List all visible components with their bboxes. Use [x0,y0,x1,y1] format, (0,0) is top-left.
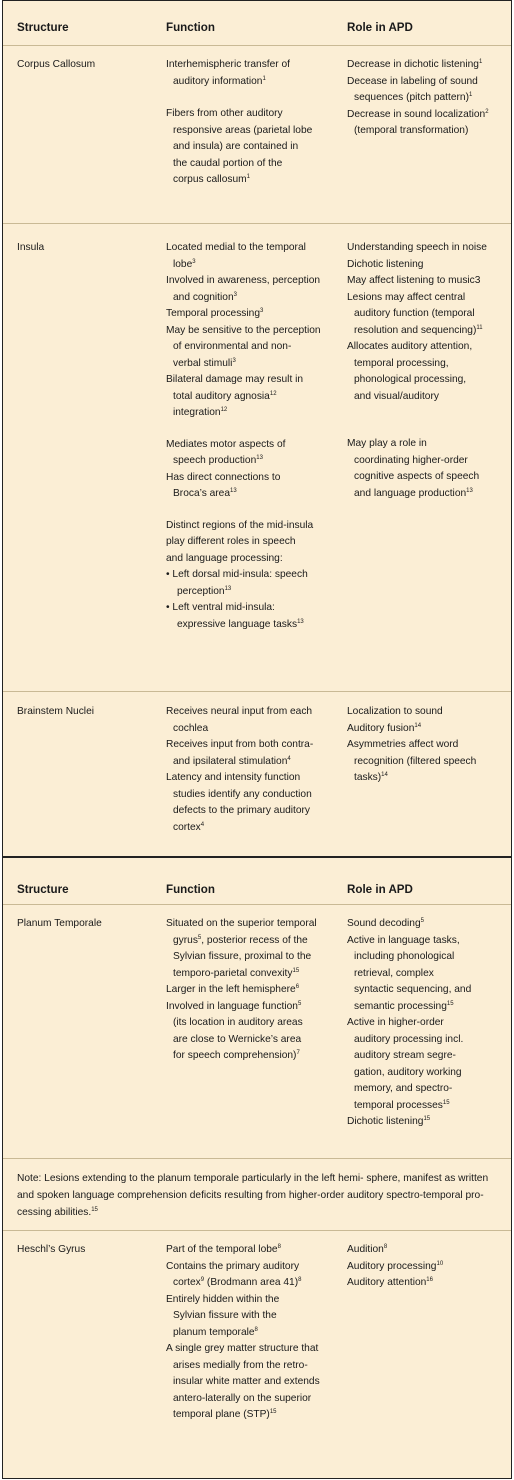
list-item: temporal processes$^{15}$ [354,1099,450,1111]
function-planum [166,916,317,1065]
list-item: sequences (pitch pattern)$^1$ [354,92,473,103]
list-item: Decrease in sound localization$^2$ [347,108,489,120]
list-item: tasks)$^{14}$ [354,772,388,783]
header-structure: Structure [17,883,69,896]
list-item: for speech comprehension)$^7$ [173,1050,300,1061]
structure-name-planum: Planum Temporale [17,918,102,929]
list-item: insular white matter and extends [173,1376,320,1387]
list-item: Fibers from other auditory [166,108,283,119]
list-item: Understanding speech in noise [347,242,487,253]
list-item: and cognition$^3$ [173,291,237,303]
list-item: cortex$^4$ [173,821,205,833]
header-divider [3,904,511,905]
list-item: arises medially from the retro- [173,1359,308,1371]
list-item: including phonological [354,951,455,962]
list-item: Entirely hidden within the [166,1293,280,1305]
function-insula [166,240,321,633]
row-divider [3,223,511,224]
role-brainstem [347,704,476,787]
list-item: play different roles in speech [166,536,296,547]
list-item: May be sensitive to the perception [166,324,321,336]
list-item: Auditory fusion$^{14}$ [347,722,422,734]
list-item: Located medial to the temporal [166,242,306,253]
list-item: planum temporale$^8$ [173,1326,258,1338]
function-corpus [166,57,312,189]
list-item: integration$^{12}$ [173,407,228,418]
list-item: and language production$^{13}$ [354,487,473,499]
header-function: Function [166,21,215,34]
list-item: and language processing: [166,552,283,564]
table-panel-2 [2,856,512,1479]
function-brainstem [166,704,313,836]
row-divider [3,691,511,692]
role-heschl [347,1242,443,1292]
list-item: syntactic sequencing, and [354,984,472,995]
list-item: Allocates auditory attention, [347,341,473,352]
header-divider [3,45,511,46]
list-item: auditory stream segre- [354,1050,456,1061]
list-item: responsive areas (parietal lobe [173,124,313,136]
list-item: speech production$^{13}$ [173,455,263,466]
list-item: recognition (filtered speech [354,755,477,767]
list-item: Localization to sound [347,706,443,717]
list-item: of environmental and non- [173,341,292,352]
list-item: Contains the primary auditory [166,1260,300,1272]
list-item: Active in higher-order [347,1017,444,1028]
list-item: Mediates motor aspects of [166,438,286,450]
list-item: gyrus$^5$, posterior recess of the [173,934,308,946]
list-item: Broca’s area$^{13}$ [173,488,237,499]
list-item: Interhemispheric transfer of [166,59,291,70]
list-item: and insula) are contained in [173,141,299,152]
list-item: temporal plane (STP)$^{15}$ [173,1409,277,1420]
list-item: Larger in the left hemisphere$^6$ [166,984,300,995]
list-item: semantic processing$^{15}$ [354,1000,454,1012]
list-item: (temporal transformation) [354,125,469,136]
list-item: Distinct regions of the mid-insula [166,519,314,531]
list-item: auditory processing incl. [354,1033,464,1045]
list-item: Audition$^8$ [347,1244,388,1255]
list-item: A single grey matter structure that [166,1343,319,1354]
list-item: Has direct connections to [166,471,281,483]
structure-name-corpus: Corpus Callosum [17,59,96,70]
list-item: perception$^{13}$ [177,585,232,597]
list-item: total auditory agnosia$^{12}$ [173,390,277,402]
list-item: antero-laterally on the superior [173,1392,312,1404]
list-item: • Left dorsal mid-insula: speech [166,569,308,580]
list-item: gation, auditory working [354,1066,462,1078]
list-item: Involved in language function$^5$ [166,1000,302,1012]
table-note: Note: Lesions extending to the planum temporale particularly in the left hemi- sphere, manifest as written and spoken language comprehension deficits resulting from higher-order auditory spectro-temporal pro- cessing abilities.$^{15}$ [17,1173,489,1218]
header-structure: Structure [17,21,69,34]
list-item: coordinating higher-order [354,454,468,466]
list-item: corpus callosum$^1$ [173,174,250,185]
list-item: are close to Wernicke’s area [173,1033,302,1045]
list-item: temporal processing, [354,357,449,369]
list-item: Latency and intensity function [166,772,301,783]
list-item: Dichotic listening [347,258,424,270]
list-item: Dichotic listening$^{15}$ [347,1116,431,1127]
list-item: Situated on the superior temporal [166,918,317,929]
list-item: Receives input from both contra- [166,739,314,750]
row-divider [3,1158,511,1159]
list-item: Sylvian fissure, proximal to the [173,951,312,962]
role-insula [347,240,487,502]
header-role: Role in APD [347,883,413,896]
role-planum [347,916,471,1131]
list-item: and ipsilateral stimulation$^4$ [173,755,291,767]
list-item: phonological processing, [354,374,467,385]
list-item: • Left ventral mid-insula: [166,602,275,613]
list-item: (its location in auditory areas [173,1017,303,1028]
list-item: resolution and sequencing)$^{11}$ [354,324,483,336]
list-item: cognitive aspects of speech [354,471,480,482]
list-item: memory, and spectro- [354,1083,453,1094]
list-item: Bilateral damage may result in [166,374,304,385]
list-item: lobe$^3$ [173,258,196,270]
list-item: studies identify any conduction [173,788,312,800]
header-role: Role in APD [347,21,413,34]
list-item: verbal stimuli$^3$ [173,357,236,369]
role-corpus [347,57,489,140]
list-item: Auditory attention$^{16}$ [347,1277,433,1288]
list-item: temporo-parietal convexity$^{15}$ [173,967,300,979]
list-item: cortex$^9$ (Brodmann area 41)$^8$ [173,1277,302,1288]
header-function: Function [166,883,215,896]
list-item: May play a role in [347,438,427,449]
list-item: Auditory processing$^{10}$ [347,1260,444,1272]
list-item: auditory information$^1$ [173,75,266,87]
list-item: auditory function (temporal [354,308,475,319]
list-item: Temporal processing$^3$ [166,308,264,319]
list-item: Sylvian fissure with the [173,1310,277,1321]
list-item: Involved in awareness, perception [166,275,321,286]
table-panel-1 [2,0,512,856]
list-item: Asymmetries affect word [347,739,459,750]
list-item: Part of the temporal lobe$^8$ [166,1244,281,1255]
row-divider [3,1230,511,1231]
list-item: retrieval, complex [354,967,434,979]
list-item: May affect listening to music3 [347,275,481,286]
function-heschl [166,1242,320,1424]
list-item: cochlea [173,722,209,734]
structure-name-insula: Insula [17,242,45,253]
list-item: Lesions may affect central [347,291,466,303]
list-item: expressive language tasks$^{13}$ [177,618,304,630]
list-item: Sound decoding$^5$ [347,918,424,929]
list-item: defects to the primary auditory [173,805,311,816]
list-item: the caudal portion of the [173,157,283,169]
list-item: and visual/auditory [354,390,439,402]
structure-name-brainstem: Brainstem Nuclei [17,706,94,717]
list-item: Decease in labeling of sound [347,75,478,87]
list-item: Decrease in dichotic listening$^1$ [347,59,483,70]
list-item: Receives neural input from each [166,706,313,717]
structure-name-heschl: Heschl’s Gyrus [17,1244,86,1255]
list-item: Active in language tasks, [347,934,460,946]
